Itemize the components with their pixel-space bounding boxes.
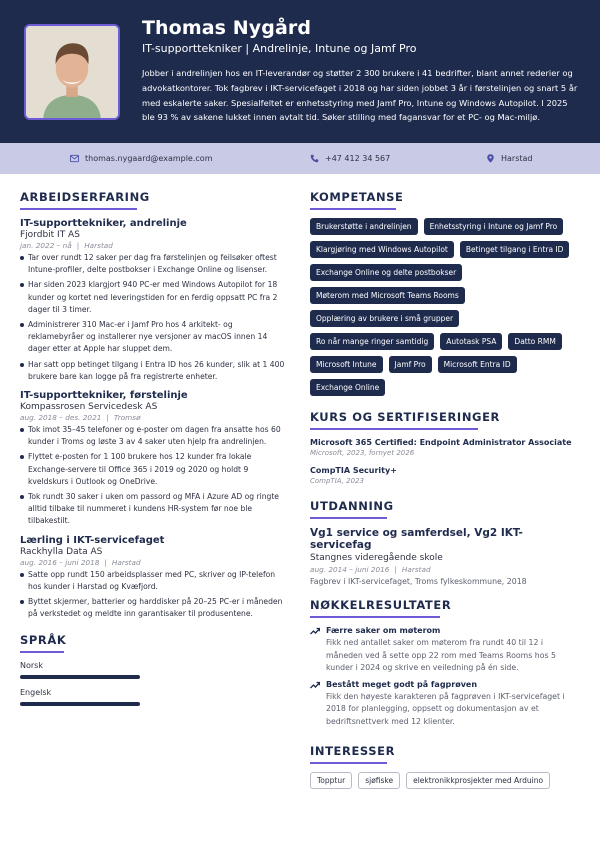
- location-text: Harstad: [501, 154, 533, 163]
- job-dates: aug. 2016 – juni 2018: [20, 557, 100, 567]
- job-bullets: [20, 252, 288, 383]
- achievement-title: Bestått meget godt på fagprøven: [326, 679, 478, 689]
- job-entry: [20, 535, 288, 621]
- education-degree: Vg1 service og samferdsel, Vg2 IKT-servicefag: [310, 527, 523, 551]
- course-name: Microsoft 365 Certified: Endpoint Administrator Associate: [310, 438, 572, 447]
- skill-tag: Datto RMM: [508, 333, 561, 350]
- phone-text: +47 412 34 567: [325, 154, 391, 163]
- education-description: Fagbrev i IKT-servicefaget, Troms fylkeskommune, 2018: [310, 577, 527, 586]
- right-column: [310, 190, 582, 789]
- skill-tag: Klargjøring med Windows Autopilot: [310, 241, 454, 258]
- section-underline: [310, 428, 478, 430]
- section-underline: [20, 208, 137, 210]
- job-bullet: Tar over rundt 12 saker per dag fra førstelinjen og feilsøker oftest Intune-profiler, delte postbokser i Exchange Online og lisenser.: [20, 252, 288, 276]
- job-bullet: Har siden 2023 klargjort 940 PC-er med Windows Autopilot for 18 kunder og kortet ned leveringstiden for en ferdig oppsatt PC fra 2 dager til 3 timer.: [20, 279, 288, 316]
- job-company: Fjordbit IT AS: [20, 230, 80, 240]
- section-underline: [310, 762, 387, 764]
- skill-tag: Ro når mange ringer samtidig: [310, 333, 434, 350]
- job-bullets: [20, 569, 288, 621]
- education-meta: aug. 2014 – juni 2016 | Harstad: [310, 565, 431, 574]
- section-title-education: UTDANNING: [310, 499, 394, 513]
- section-title-achievements: NØKKELRESULTATER: [310, 598, 452, 612]
- profile-photo: [24, 24, 120, 120]
- section-underline: [20, 651, 64, 653]
- interest-tag: sjøfiske: [358, 772, 400, 789]
- section-underline: [310, 616, 440, 618]
- candidate-headline: IT-supporttekniker | Andrelinje, Intune og Jamf Pro: [142, 42, 417, 55]
- interest-tag: Topptur: [310, 772, 352, 789]
- job-location: Harstad: [111, 557, 141, 567]
- contact-location: [486, 143, 533, 174]
- interest-tag: elektronikkprosjekter med Arduino: [406, 772, 550, 789]
- education-entry: [310, 527, 582, 586]
- section-title-skills: KOMPETANSE: [310, 190, 404, 204]
- job-bullet: Satte opp rundt 150 arbeidsplasser med PC, skriver og IP-telefon hos kunder i Harstad og Kvæfjord.: [20, 569, 288, 593]
- course-meta: Microsoft, 2023, fornyet 2026: [310, 449, 415, 457]
- job-meta: jan. 2022 – nå | Harstad: [20, 241, 113, 250]
- skill-tag: Microsoft Intune: [310, 356, 383, 373]
- skill-tag: Brukerstøtte i andrelinjen: [310, 218, 418, 235]
- job-meta: aug. 2018 – des. 2021 | Tromsø: [20, 413, 141, 423]
- job-entry: [20, 218, 288, 383]
- course-meta: CompTIA, 2023: [310, 477, 364, 485]
- job-entry: [20, 390, 288, 528]
- section-title-courses: KURS OG SERTIFISERINGER: [310, 410, 500, 424]
- profile-summary: Jobber i andrelinjen hos en IT-leverandør og støtter 2 300 brukere i 41 bedrifter, blant annet rederier og advokatkontorer. Tok fagbrev i IKT-servicefaget i 2018 og har siden jobbet 3 år i førstelinjen og snart 5 år med eskalerte saker. Spesialfeltet er enhetsstyring med Jamf Pro, Intune og Windows Autopilot. I 2025 ble 93 % av sakene lukket innen avtalt tid. Søker stilling med fagansvar for et PC- og Mac-miljø.: [142, 68, 578, 123]
- skill-tag: Exchange Online: [310, 379, 385, 396]
- section-title-languages: SPRÅK: [20, 633, 67, 648]
- skills-list: [310, 218, 582, 396]
- candidate-name: Thomas Nygård: [142, 17, 312, 39]
- language-name: Engelsk: [20, 688, 52, 698]
- trend-up-icon: [310, 681, 320, 689]
- skill-tag: Enhetsstyring i Intune og Jamf Pro: [424, 218, 564, 235]
- job-bullet: Tok rundt 30 saker i uken om passord og MFA i Azure AD og ringte alltid tilbake til nummeret i kundens HR-system før noe ble tilbakestilt.: [20, 491, 288, 528]
- left-column: [20, 190, 288, 706]
- course-entry: [310, 466, 582, 485]
- contact-email[interactable]: [70, 143, 212, 174]
- phone-icon: [310, 154, 319, 163]
- achievement-entry: [310, 626, 582, 675]
- job-bullet: Byttet skjermer, batterier og harddisker på 20–25 PC-er i måneden på verkstedet og meldte inn garantisaker til produsentene.: [20, 596, 288, 620]
- language-level-bar: [20, 675, 140, 679]
- language-level-bar: [20, 702, 140, 706]
- skill-tag: Møterom med Microsoft Teams Rooms: [310, 287, 465, 304]
- skill-tag: Betinget tilgang i Entra ID: [460, 241, 570, 258]
- job-dates: jan. 2022 – nå: [20, 241, 72, 250]
- resume-header: [0, 0, 600, 143]
- job-bullet: Tok imot 35–45 telefoner og e-poster om dagen fra ansatte hos 60 kunder i Troms og løste 3 av 4 saker uten hjelp fra andrelinjen.: [20, 424, 288, 448]
- education-location: Harstad: [401, 565, 431, 574]
- interests-list: [310, 772, 582, 789]
- skill-tag: Opplæring av brukere i små grupper: [310, 310, 459, 327]
- job-bullet: Administrerer 310 Mac-er i Jamf Pro hos 4 arkitekt- og reklamebyråer og installerer nye versjoner av macOS innen 14 dager etter at Apple har sluppet dem.: [20, 319, 288, 356]
- job-dates: aug. 2018 – des. 2021: [20, 413, 102, 423]
- section-title-experience: ARBEIDSERFARING: [20, 190, 150, 204]
- education-dates: aug. 2014 – juni 2016: [310, 565, 390, 574]
- skill-tag: Autotask PSA: [440, 333, 502, 350]
- mail-icon: [70, 154, 79, 163]
- job-company: Kompassrosen Servicedesk AS: [20, 402, 158, 413]
- skill-tag: Microsoft Entra ID: [438, 356, 517, 373]
- course-entry: [310, 438, 582, 457]
- skill-tag: Jamf Pro: [389, 356, 432, 373]
- job-bullet: Flyttet e-posten for 1 100 brukere hos 12 kunder fra lokale Exchange-servere til Office 365 i 2019 og 2020 og holdt 9 kveldskurs i Outlook og OneDrive.: [20, 451, 288, 488]
- email-text: thomas.nygaard@example.com: [85, 154, 213, 163]
- job-location: Tromsø: [113, 413, 141, 423]
- contact-phone[interactable]: [310, 143, 390, 174]
- education-school: Stangnes videregående skole: [310, 553, 443, 563]
- achievement-entry: [310, 680, 582, 729]
- achievement-description: Fikk den høyeste karakteren på fagprøven i IKT-servicefaget i 2018 for planlegging, oppsett og dokumentasjon av et bedriftsnettverk med 12 klienter.: [326, 691, 565, 726]
- profile-photo-image: [26, 26, 118, 118]
- contact-bar: [0, 143, 600, 174]
- job-meta: aug. 2016 – juni 2018 | Harstad: [20, 557, 141, 567]
- section-underline: [310, 517, 387, 519]
- job-bullet: Har satt opp betinget tilgang i Entra ID hos 26 kunder, slik at 1 400 brukere bare kan logge på fra registrerte enheter.: [20, 359, 288, 383]
- achievement-title: Færre saker om møterom: [326, 626, 441, 635]
- job-title: IT-supporttekniker, andrelinje: [20, 218, 187, 229]
- job-bullets: [20, 424, 288, 528]
- trend-up-icon: [310, 627, 320, 635]
- achievement-description: Fikk ned antallet saker om møterom fra rundt 40 til 12 i måneden ved å sette opp 22 rom med Teams Rooms hos 5 kunder i 2024 og skrive en veiledning på én side.: [326, 638, 556, 672]
- course-name: CompTIA Security+: [310, 466, 397, 475]
- location-pin-icon: [486, 154, 495, 163]
- job-location: Harstad: [84, 241, 113, 250]
- skill-tag: Exchange Online og delte postbokser: [310, 264, 462, 281]
- job-company: Rackhylla Data AS: [20, 546, 103, 557]
- job-title: Lærling i IKT-servicefaget: [20, 534, 165, 546]
- job-title: IT-supporttekniker, førstelinje: [20, 390, 188, 402]
- section-title-interests: INTERESSER: [310, 744, 396, 758]
- section-underline: [310, 208, 396, 210]
- language-name: Norsk: [20, 661, 43, 671]
